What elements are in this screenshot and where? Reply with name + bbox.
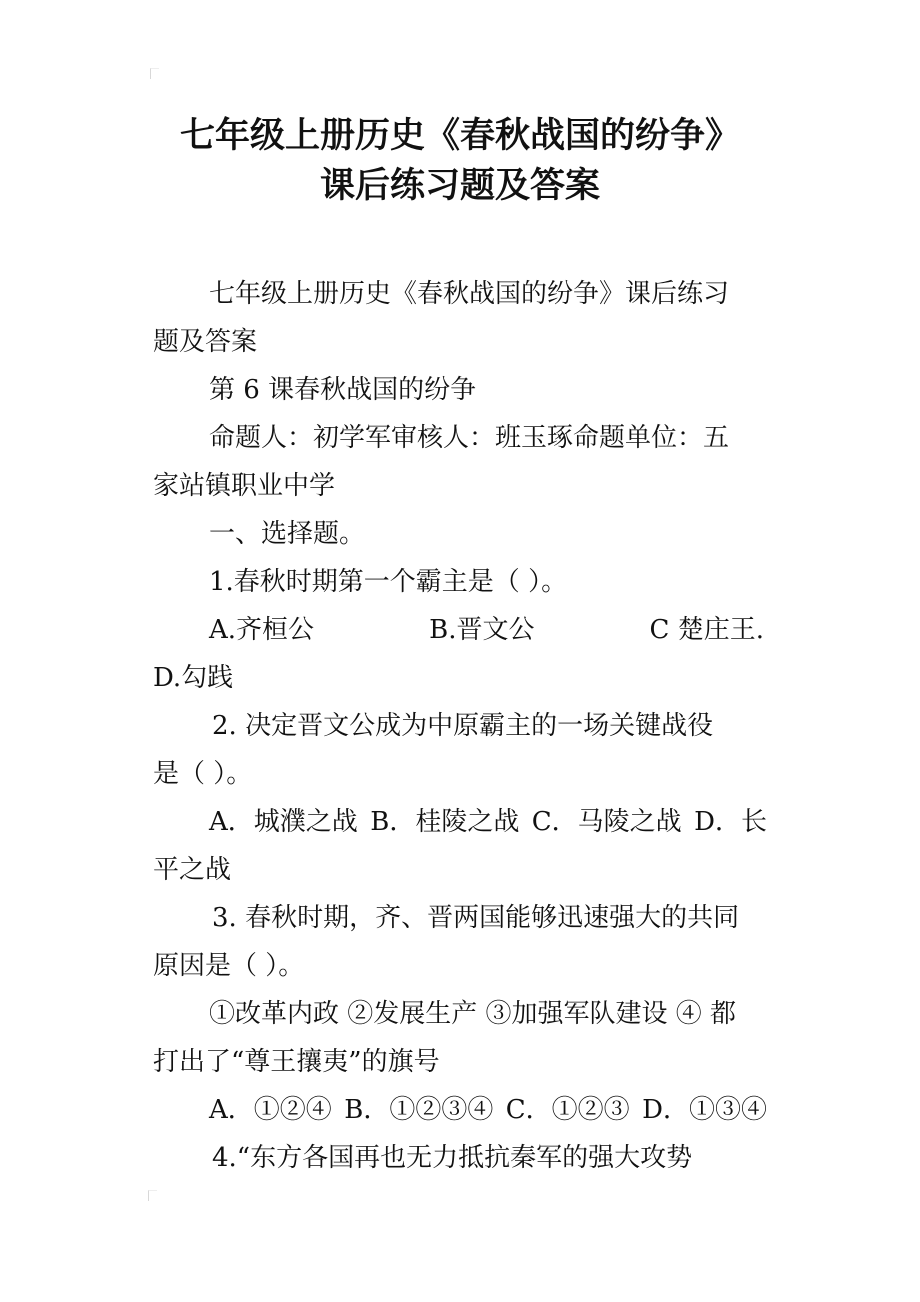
intro-line-1: 七年级上册历史《春秋战国的纷争》课后练习 xyxy=(209,279,730,309)
question-2-option-c: C．马陵之战 xyxy=(531,807,682,837)
section-heading: 一、选择题。 xyxy=(209,519,366,549)
question-2-stem-line-1: 2. 决定晋文公成为中原霸主的一场关键战役 xyxy=(212,711,714,741)
question-1-option-d: D.勾践 xyxy=(153,663,234,693)
question-1-options xyxy=(209,612,764,648)
question-3-option-a: A．①②④ xyxy=(209,1095,332,1125)
question-1-stem: 1.春秋时期第一个霸主是（ ）。 xyxy=(209,567,568,597)
question-3-option-b: B．①②③④ xyxy=(344,1095,494,1125)
question-3-options xyxy=(209,1092,767,1128)
scan-mark-bottom xyxy=(148,1190,157,1201)
authors-line-2: 家站镇职业中学 xyxy=(153,471,336,501)
question-1-option-a: A.齐桓公 xyxy=(209,615,315,645)
question-2-stem-line-2: 是（ ）。 xyxy=(153,759,253,789)
document-title-line-1: 七年级上册历史《春秋战国的纷争》 xyxy=(179,116,740,156)
lesson-heading: 第 6 课春秋战国的纷争 xyxy=(209,375,477,405)
document-title-line-2: 课后练习题及答案 xyxy=(319,166,600,206)
authors-line-1: 命题人：初学军审核人：班玉琢命题单位：五 xyxy=(209,423,730,453)
question-1-option-b: B.晋文公 xyxy=(429,615,535,645)
question-2-option-b: B．桂陵之战 xyxy=(370,807,520,837)
scan-mark-top xyxy=(150,68,159,79)
question-3-stem-line-2: 原因是（ ）。 xyxy=(153,951,305,981)
question-3-stem-line-1: 3. 春秋时期，齐、晋两国能够迅速强大的共同 xyxy=(212,903,740,933)
question-1-option-c: C 楚庄王. xyxy=(649,615,764,645)
question-2-options xyxy=(209,804,767,840)
question-3-option-c: C．①②③ xyxy=(505,1095,630,1125)
question-4-stem-line-1: 4.“东方各国再也无力抵抗秦军的强大攻势 xyxy=(212,1143,693,1173)
question-2-option-d-continued: 平之战 xyxy=(153,855,232,885)
question-3-items-line-1: ①改革内政 ②发展生产 ③加强军队建设 ④ 都 xyxy=(209,999,737,1029)
question-3-option-d: D．①③④ xyxy=(642,1095,767,1125)
question-3-items-line-2: 打出了“尊王攘夷”的旗号 xyxy=(153,1047,440,1077)
intro-line-2: 题及答案 xyxy=(153,327,258,357)
question-2-option-d: D．长 xyxy=(694,807,767,837)
question-2-option-a: A．城濮之战 xyxy=(209,807,358,837)
